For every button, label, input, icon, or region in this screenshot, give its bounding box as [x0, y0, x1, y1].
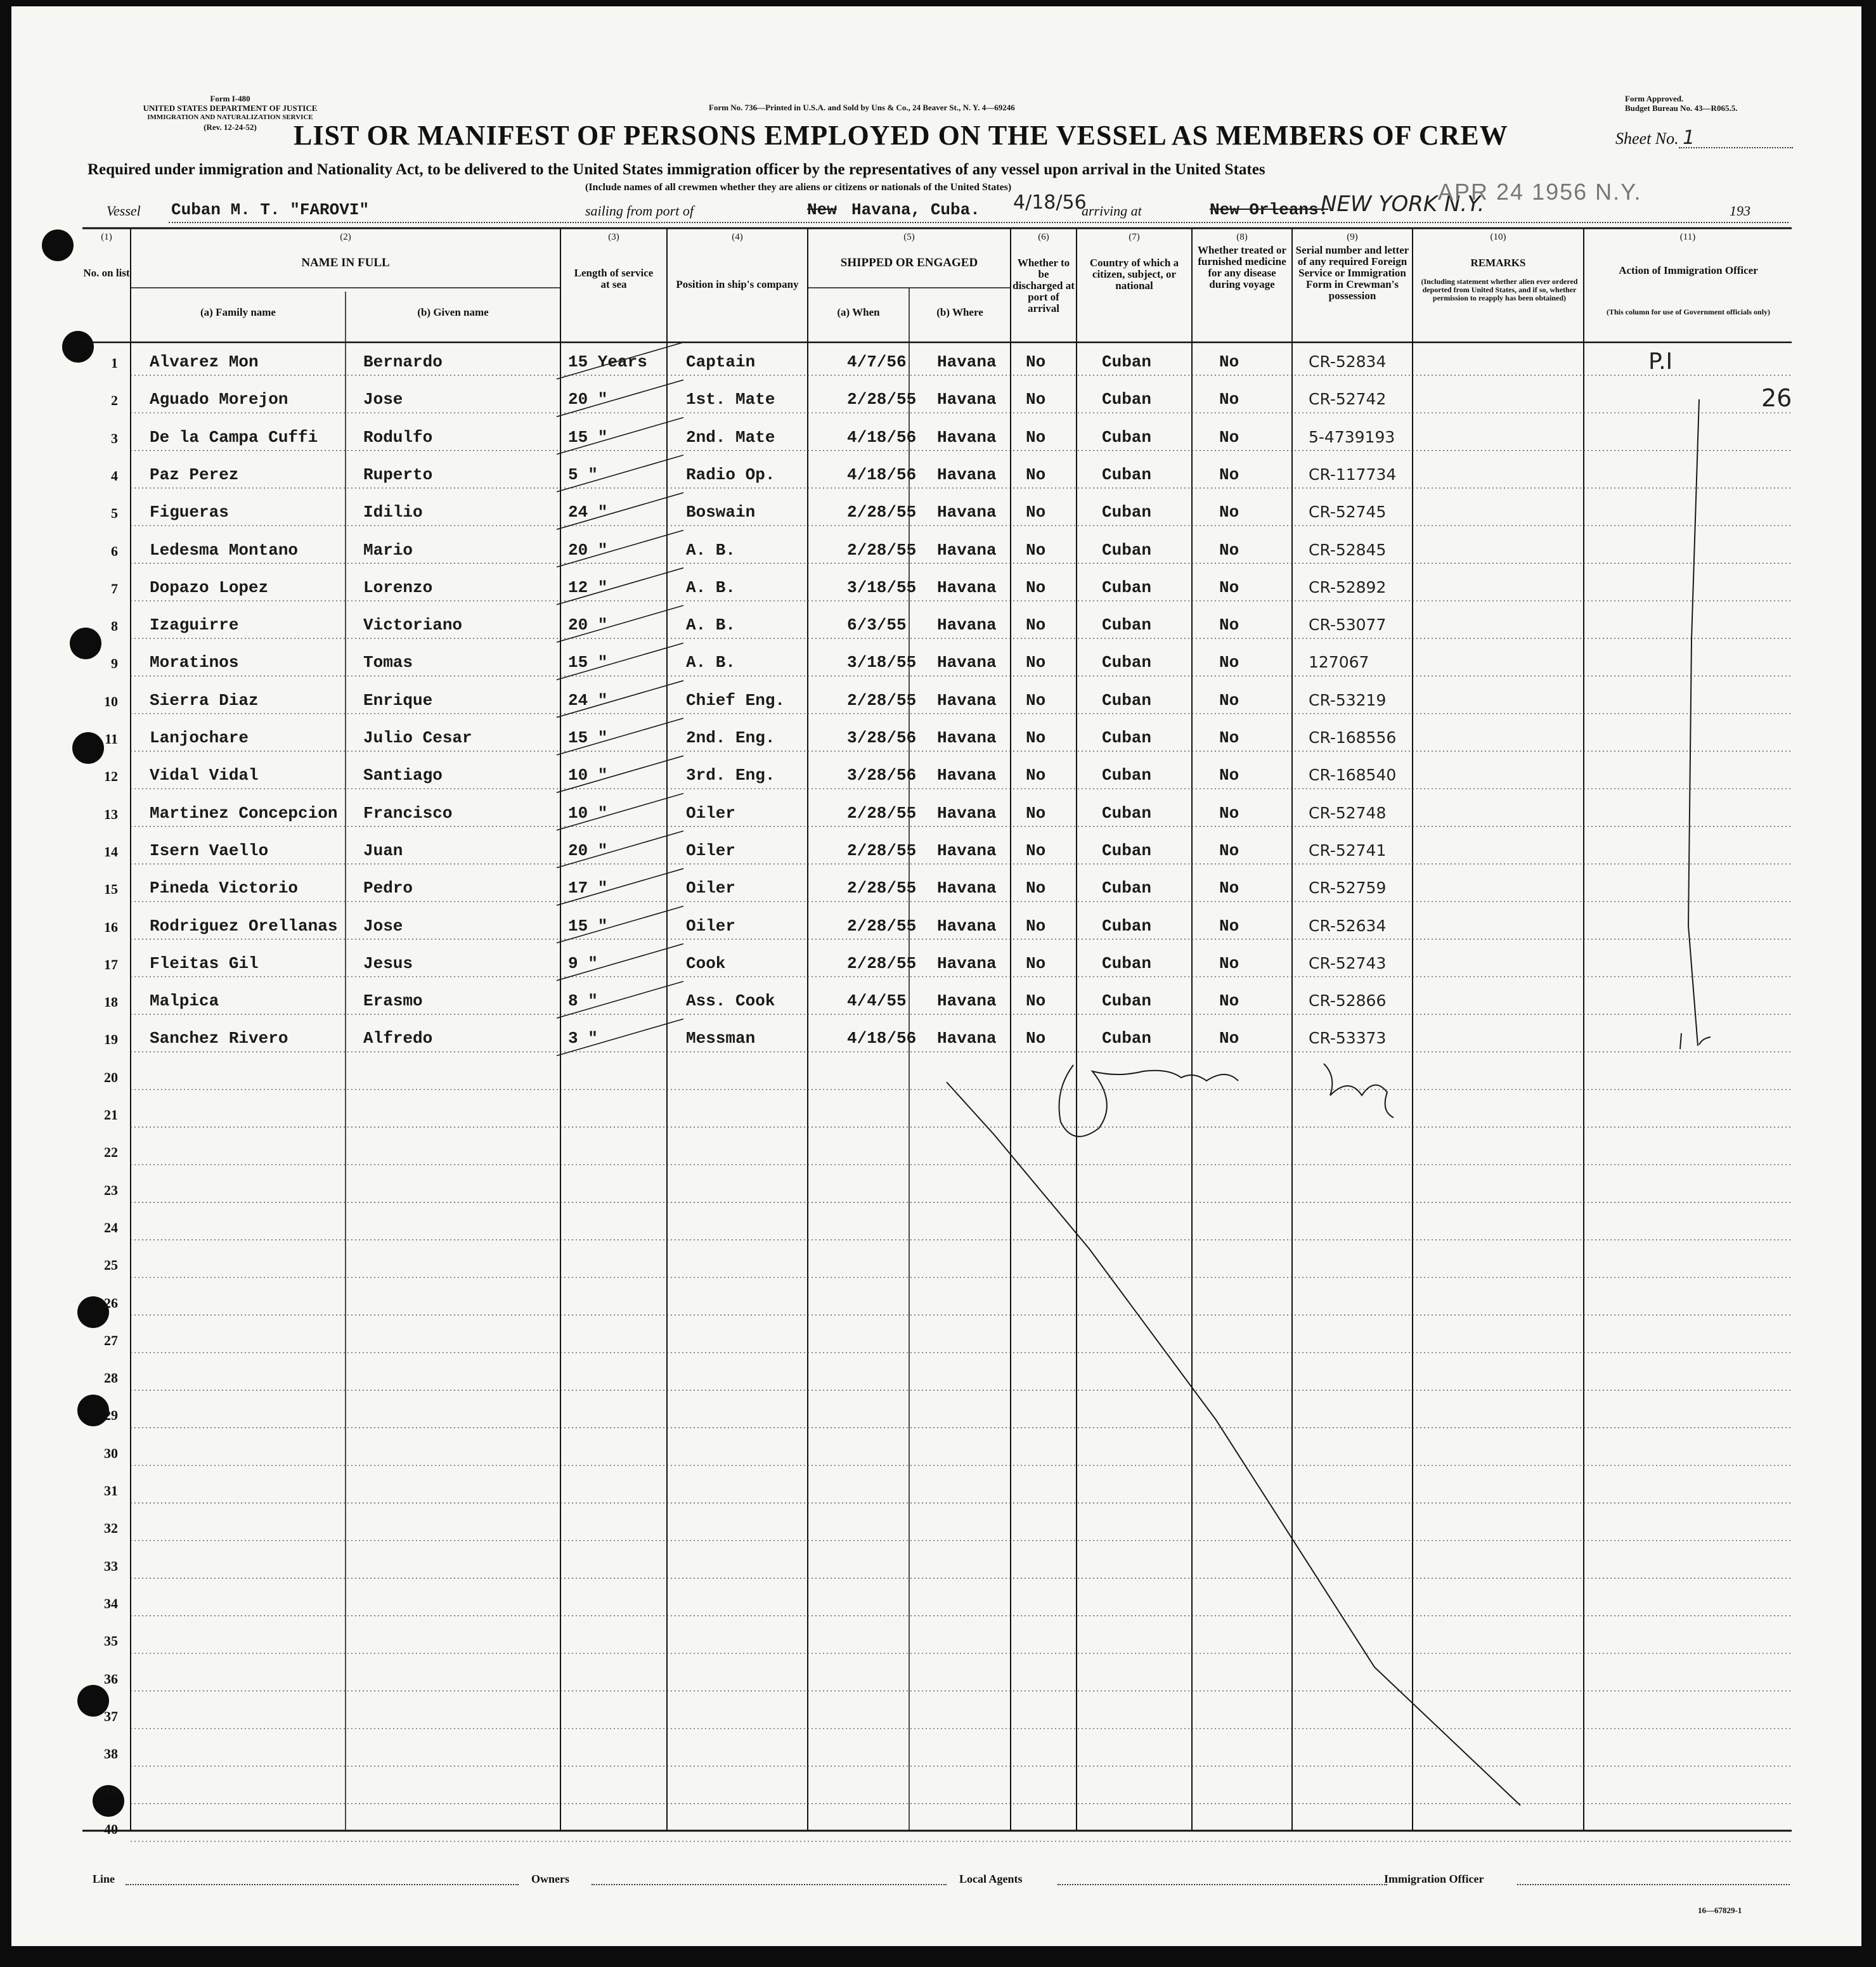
cell-position: A. B. [686, 653, 736, 673]
cell-family: Izaguirre [150, 616, 239, 635]
cell-medicine: No [1219, 577, 1239, 597]
cell-where: Havana [937, 728, 997, 747]
cell-given: Jose [363, 916, 403, 936]
row-number: 13 [104, 806, 118, 822]
cell-family: Sanchez Rivero [150, 1029, 288, 1048]
cell-given: Jesus [363, 953, 413, 973]
cell-medicine: No [1219, 503, 1239, 522]
cell-discharged: No [1026, 616, 1046, 635]
cell-where: Havana [937, 841, 997, 860]
row-number: 20 [104, 1069, 118, 1085]
cell-when: 2/28/55 [847, 803, 917, 823]
cell-serial: CR-117734 [1309, 465, 1397, 484]
cell-position: A. B. [686, 577, 736, 597]
cell-discharged: No [1026, 841, 1046, 860]
cell-country: Cuban [1102, 465, 1152, 484]
cell-position: Chief Eng. [686, 690, 786, 710]
row-number: 5 [111, 505, 118, 522]
cell-service: 15 Years [568, 352, 647, 371]
cell-when: 3/18/55 [847, 653, 917, 673]
cell-service: 8 " [568, 991, 598, 1011]
cell-serial: CR-52866 [1309, 991, 1387, 1010]
cell-when: 3/28/56 [847, 728, 917, 747]
cell-where: Havana [937, 916, 997, 936]
row-number: 33 [104, 1557, 118, 1574]
row-number: 3 [111, 430, 118, 446]
cell-given: Rodulfo [363, 427, 433, 447]
cell-country: Cuban [1102, 728, 1152, 747]
row-number: 31 [104, 1483, 118, 1499]
col-head-serial: Serial number and letter of any required Foreign Service or Immigration Form in Crewman's possession [1295, 244, 1409, 302]
cell-discharged: No [1026, 991, 1046, 1011]
cell-country: Cuban [1102, 766, 1152, 785]
cell-service: 15 " [568, 653, 608, 673]
cell-discharged: No [1026, 465, 1046, 484]
cell-where: Havana [937, 616, 997, 635]
cell-given: Tomas [363, 653, 413, 673]
cell-medicine: No [1219, 352, 1239, 371]
sheet-no: Sheet No. 1 [1615, 127, 1695, 149]
cell-given: Pedro [363, 879, 413, 898]
cell-where: Havana [937, 390, 997, 410]
cell-service: 10 " [568, 766, 608, 785]
cell-given: Santiago [363, 766, 443, 785]
cell-discharged: No [1026, 879, 1046, 898]
cell-service: 15 " [568, 916, 608, 936]
sailing-from-label: sailing from port of [585, 203, 694, 219]
cell-position: Oiler [686, 916, 736, 936]
cell-position: 1st. Mate [686, 390, 775, 410]
cell-where: Havana [937, 653, 997, 673]
col-head-remarks: REMARKS [1470, 257, 1526, 269]
cell-when: 2/28/55 [847, 390, 917, 410]
col-head-action: Action of Immigration Officer [1619, 264, 1758, 276]
cell-position: Cook [686, 953, 726, 973]
cell-when: 4/4/55 [847, 991, 907, 1011]
col-num-1: (1) [101, 232, 112, 242]
cell-country: Cuban [1102, 690, 1152, 710]
cell-where: Havana [937, 352, 997, 371]
row-number: 35 [104, 1633, 118, 1649]
cell-family: Isern Vaello [150, 841, 269, 860]
cell-position: 2nd. Mate [686, 427, 775, 447]
cell-family: De la Campa Cuffi [150, 427, 318, 447]
col-head-discharged: Whether to be discharged at port of arrival [1012, 257, 1075, 314]
cell-service: 15 " [568, 427, 608, 447]
col-head-family-name: (a) Family name [200, 306, 276, 318]
row-number: 25 [104, 1257, 118, 1274]
row-number: 22 [104, 1144, 118, 1161]
cell-given: Bernardo [363, 352, 443, 371]
cell-given: Mario [363, 540, 413, 560]
row-number: 8 [111, 618, 118, 635]
cell-service: 10 " [568, 803, 608, 823]
row-number: 28 [104, 1370, 118, 1386]
cell-medicine: No [1219, 540, 1239, 560]
cell-when: 3/28/56 [847, 766, 917, 785]
cell-where: Havana [937, 1029, 997, 1048]
col-head-name: NAME IN FULL [301, 256, 390, 269]
cell-medicine: No [1219, 427, 1239, 447]
cell-when: 2/28/55 [847, 503, 917, 522]
cell-medicine: No [1219, 766, 1239, 785]
cell-family: Martinez Concepcion [150, 803, 338, 823]
cell-where: Havana [937, 503, 997, 522]
cell-serial: CR-52748 [1309, 803, 1387, 822]
arriving-label: arriving at [1082, 203, 1142, 219]
cell-where: Havana [937, 953, 997, 973]
cell-serial: CR-52892 [1309, 577, 1387, 597]
cell-country: Cuban [1102, 503, 1152, 522]
row-number: 7 [111, 580, 118, 597]
manifest-sheet [11, 6, 1861, 1946]
cell-when: 4/18/56 [847, 1029, 917, 1048]
cell-medicine: No [1219, 690, 1239, 710]
cell-family: Sierra Diaz [150, 690, 259, 710]
cell-service: 17 " [568, 879, 608, 898]
cell-discharged: No [1026, 427, 1046, 447]
cell-family: Pineda Victorio [150, 879, 299, 898]
cell-family: Lanjochare [150, 728, 249, 747]
cell-when: 2/28/55 [847, 879, 917, 898]
cell-discharged: No [1026, 390, 1046, 410]
cell-country: Cuban [1102, 653, 1152, 673]
row-number: 14 [104, 843, 118, 860]
arrival-stamp: APR 24 1956 N.Y. [1438, 179, 1642, 205]
cell-medicine: No [1219, 841, 1239, 860]
cell-serial: CR-53219 [1309, 690, 1387, 709]
row-number: 1 [111, 355, 118, 371]
cell-country: Cuban [1102, 991, 1152, 1011]
footer-owners-field [592, 1884, 947, 1885]
cell-when: 4/7/56 [847, 352, 907, 371]
cell-serial: CR-52834 [1309, 352, 1387, 371]
cell-where: Havana [937, 991, 997, 1011]
row-number: 2 [111, 392, 118, 409]
row-number: 17 [104, 956, 118, 972]
cell-discharged: No [1026, 690, 1046, 710]
cell-position: A. B. [686, 616, 736, 635]
printer-line: Form No. 736—Printed in U.S.A. and Sold by Uns & Co., 24 Beaver St., N. Y. 4—69246 [709, 103, 1015, 112]
col-num-2: (2) [340, 232, 351, 242]
footer-code: 16—67829-1 [1698, 1906, 1742, 1915]
note: (Include names of all crewmen whether they are aliens or citizens or nationals of the United States) [585, 182, 1012, 193]
cell-service: 5 " [568, 465, 598, 484]
col-num-11: (11) [1679, 232, 1696, 242]
year: 193 [1730, 203, 1750, 219]
cell-position: Radio Op. [686, 465, 775, 484]
col-head-medicine: Whether treated or furnished medicine for any disease during voyage [1197, 244, 1287, 290]
cell-where: Havana [937, 427, 997, 447]
cell-serial: CR-52845 [1309, 540, 1387, 559]
cell-when: 2/28/55 [847, 953, 917, 973]
cell-family: Aguado Morejon [150, 390, 288, 410]
cell-country: Cuban [1102, 803, 1152, 823]
cell-serial: CR-53373 [1309, 1029, 1387, 1048]
cell-medicine: No [1219, 803, 1239, 823]
cell-when: 3/18/55 [847, 577, 917, 597]
cell-family: Malpica [150, 991, 219, 1011]
cell-country: Cuban [1102, 841, 1152, 860]
row-number: 32 [104, 1520, 118, 1537]
cell-service: 24 " [568, 503, 608, 522]
cell-when: 2/28/55 [847, 841, 917, 860]
cell-family: Vidal Vidal [150, 766, 259, 785]
officer-mark: P.I [1648, 349, 1673, 375]
cell-when: 2/28/55 [847, 540, 917, 560]
col-head-where: (b) Where [936, 306, 983, 318]
row-number: 12 [104, 768, 118, 785]
col-num-4: (4) [732, 232, 743, 242]
cell-given: Lorenzo [363, 577, 433, 597]
footer-officer-field [1517, 1884, 1790, 1885]
col-num-3: (3) [608, 232, 619, 242]
row-number: 16 [104, 919, 118, 935]
cell-country: Cuban [1102, 953, 1152, 973]
cell-position: 2nd. Eng. [686, 728, 775, 747]
cell-when: 2/28/55 [847, 916, 917, 936]
cell-position: Messman [686, 1029, 756, 1048]
cell-where: Havana [937, 540, 997, 560]
row-number: 26 [104, 1294, 118, 1311]
col-head-given-name: (b) Given name [417, 306, 489, 318]
cell-where: Havana [937, 879, 997, 898]
col-head-country: Country of which a citizen, subject, or national [1089, 257, 1179, 292]
row-number: 6 [111, 543, 118, 559]
col-head-remarks-note: (Including statement whether alien ever ordered deported from United States, and if so, whether permission to reapply has been obtained) [1421, 277, 1578, 302]
page-title: LIST OR MANIFEST OF PERSONS EMPLOYED ON THE VESSEL AS MEMBERS OF CREW [294, 120, 1508, 151]
row-number: 30 [104, 1445, 118, 1461]
row-number: 19 [104, 1031, 118, 1048]
cell-serial: CR-52759 [1309, 879, 1387, 898]
cell-position: Oiler [686, 803, 736, 823]
cell-discharged: No [1026, 1029, 1046, 1048]
row-number: 37 [104, 1708, 118, 1724]
cell-when: 4/18/56 [847, 427, 917, 447]
row-number: 34 [104, 1595, 118, 1611]
row-number: 15 [104, 881, 118, 898]
cell-position: 3rd. Eng. [686, 766, 775, 785]
cell-discharged: No [1026, 352, 1046, 371]
cell-discharged: No [1026, 503, 1046, 522]
cell-where: Havana [937, 803, 997, 823]
vessel-label: Vessel [107, 203, 141, 219]
cell-serial: CR-52741 [1309, 841, 1387, 860]
col-head-position: Position in ship's company [676, 278, 799, 290]
cell-country: Cuban [1102, 616, 1152, 635]
col-num-8: (8) [1236, 232, 1248, 242]
col-head-shipped: SHIPPED OR ENGAGED [840, 256, 978, 269]
cell-serial: CR-168556 [1309, 728, 1397, 747]
cell-serial: CR-52634 [1309, 916, 1387, 935]
row-number: 29 [104, 1407, 118, 1424]
footer-agents-field [1058, 1884, 1387, 1885]
cell-family: Moratinos [150, 653, 239, 673]
cell-position: Captain [686, 352, 756, 371]
cell-country: Cuban [1102, 577, 1152, 597]
cell-service: 12 " [568, 577, 608, 597]
footer-officer-label: Immigration Officer [1384, 1873, 1484, 1885]
cell-medicine: No [1219, 879, 1239, 898]
cell-position: Oiler [686, 879, 736, 898]
revision: (Rev. 12-24-52) [204, 122, 257, 132]
footer-owners-label: Owners [531, 1873, 569, 1885]
cell-given: Victoriano [363, 616, 463, 635]
cell-discharged: No [1026, 577, 1046, 597]
arriving-port: NEW YORK N.Y. [1321, 191, 1485, 217]
cell-service: 15 " [568, 728, 608, 747]
service: IMMIGRATION AND NATURALIZATION SERVICE [147, 113, 313, 121]
row-number: 11 [105, 731, 118, 747]
col-num-7: (7) [1129, 232, 1140, 242]
col-head-no: No. on list [83, 267, 130, 279]
sailing-from-struck: New [807, 200, 837, 219]
cell-given: Enrique [363, 690, 433, 710]
cell-family: Fleitas Gil [150, 953, 259, 973]
cell-serial: CR-52745 [1309, 503, 1387, 522]
cell-service: 20 " [568, 390, 608, 410]
cell-position: A. B. [686, 540, 736, 560]
cell-given: Alfredo [363, 1029, 433, 1048]
cell-country: Cuban [1102, 1029, 1152, 1048]
form-id: Form I-480 [210, 94, 250, 103]
cell-where: Havana [937, 766, 997, 785]
row-number: 23 [104, 1182, 118, 1198]
cell-service: 20 " [568, 540, 608, 560]
footer-line-field [126, 1884, 519, 1885]
cell-family: Alvarez Mon [150, 352, 259, 371]
col-head-when: (a) When [837, 306, 880, 318]
cell-family: Dopazo Lopez [150, 577, 269, 597]
department: UNITED STATES DEPARTMENT OF JUSTICE [143, 103, 318, 113]
cell-country: Cuban [1102, 390, 1152, 410]
cell-medicine: No [1219, 728, 1239, 747]
row-number: 36 [104, 1670, 118, 1687]
cell-country: Cuban [1102, 352, 1152, 371]
col-head-length: Length of service at sea [574, 267, 654, 290]
cell-given: Juan [363, 841, 403, 860]
cell-given: Jose [363, 390, 403, 410]
cell-position: Ass. Cook [686, 991, 775, 1011]
row-number: 24 [104, 1219, 118, 1235]
cell-serial: CR-52742 [1309, 390, 1387, 409]
row-number: 27 [104, 1332, 118, 1348]
col-head-action-note: (This column for use of Government officials only) [1606, 307, 1771, 316]
cell-service: 9 " [568, 953, 598, 973]
manifest-grid [11, 6, 1861, 1946]
cell-discharged: No [1026, 916, 1046, 936]
cell-service: 24 " [568, 690, 608, 710]
cell-country: Cuban [1102, 879, 1152, 898]
cell-serial: CR-168540 [1309, 766, 1397, 785]
row-number: 38 [104, 1746, 118, 1762]
cell-service: 20 " [568, 616, 608, 635]
cell-service: 3 " [568, 1029, 598, 1048]
cell-discharged: No [1026, 728, 1046, 747]
cell-when: 6/3/55 [847, 616, 907, 635]
cell-discharged: No [1026, 766, 1046, 785]
cell-serial: 5-4739193 [1309, 427, 1395, 446]
cell-serial: CR-53077 [1309, 616, 1387, 635]
cell-serial: CR-52743 [1309, 953, 1387, 972]
col-num-5: (5) [903, 232, 915, 242]
form-approved: Form Approved. [1625, 94, 1684, 103]
cell-where: Havana [937, 690, 997, 710]
footer-line-label: Line [93, 1873, 115, 1885]
cell-country: Cuban [1102, 916, 1152, 936]
cell-family: Figueras [150, 503, 229, 522]
row-number: 21 [104, 1107, 118, 1123]
row-number: 18 [104, 994, 118, 1010]
cell-discharged: No [1026, 953, 1046, 973]
arriving-struck: New Orleans. [1210, 200, 1329, 219]
row-number: 10 [104, 693, 118, 709]
row-number: 40 [104, 1821, 118, 1837]
cell-country: Cuban [1102, 427, 1152, 447]
budget-bureau: Budget Bureau No. 43—R065.5. [1625, 103, 1738, 113]
subtitle: Required under immigration and Nationality Act, to be delivered to the United States immigration officer by the representatives of any vessel upon arrival in the United States [87, 161, 1265, 178]
cell-where: Havana [937, 577, 997, 597]
cell-position: Oiler [686, 841, 736, 860]
cell-given: Julio Cesar [363, 728, 472, 747]
col-num-9: (9) [1347, 232, 1358, 242]
cell-medicine: No [1219, 1029, 1239, 1048]
cell-medicine: No [1219, 953, 1239, 973]
cell-when: 4/18/56 [847, 465, 917, 484]
footer-agents-label: Local Agents [959, 1873, 1023, 1885]
cell-service: 20 " [568, 841, 608, 860]
col-num-10: (10) [1490, 232, 1506, 242]
row-number: 9 [111, 655, 118, 672]
col-num-6: (6) [1038, 232, 1049, 242]
row-number: 4 [111, 467, 118, 484]
cell-serial: 127067 [1309, 653, 1369, 672]
cell-given: Idilio [363, 503, 423, 522]
cell-medicine: No [1219, 991, 1239, 1011]
cell-medicine: No [1219, 916, 1239, 936]
cell-when: 2/28/55 [847, 690, 917, 710]
cell-given: Erasmo [363, 991, 423, 1011]
sailing-from-port: Havana, Cuba. [851, 200, 980, 219]
cell-given: Ruperto [363, 465, 433, 484]
cell-position: Boswain [686, 503, 756, 522]
cell-where: Havana [937, 465, 997, 484]
cell-medicine: No [1219, 465, 1239, 484]
cell-family: Rodriguez Orellanas [150, 916, 338, 936]
cell-family: Ledesma Montano [150, 540, 299, 560]
cell-country: Cuban [1102, 540, 1152, 560]
sailing-date: 4/18/56 [1013, 191, 1087, 214]
cell-given: Francisco [363, 803, 453, 823]
cell-discharged: No [1026, 653, 1046, 673]
cell-medicine: No [1219, 653, 1239, 673]
cell-discharged: No [1026, 803, 1046, 823]
vessel-name: Cuban M. T. "FAROVI" [171, 200, 370, 219]
cell-medicine: No [1219, 390, 1239, 410]
row-number: 39 [104, 1783, 118, 1800]
cell-medicine: No [1219, 616, 1239, 635]
crew-count: 26 [1761, 384, 1792, 412]
cell-family: Paz Perez [150, 465, 239, 484]
cell-discharged: No [1026, 540, 1046, 560]
